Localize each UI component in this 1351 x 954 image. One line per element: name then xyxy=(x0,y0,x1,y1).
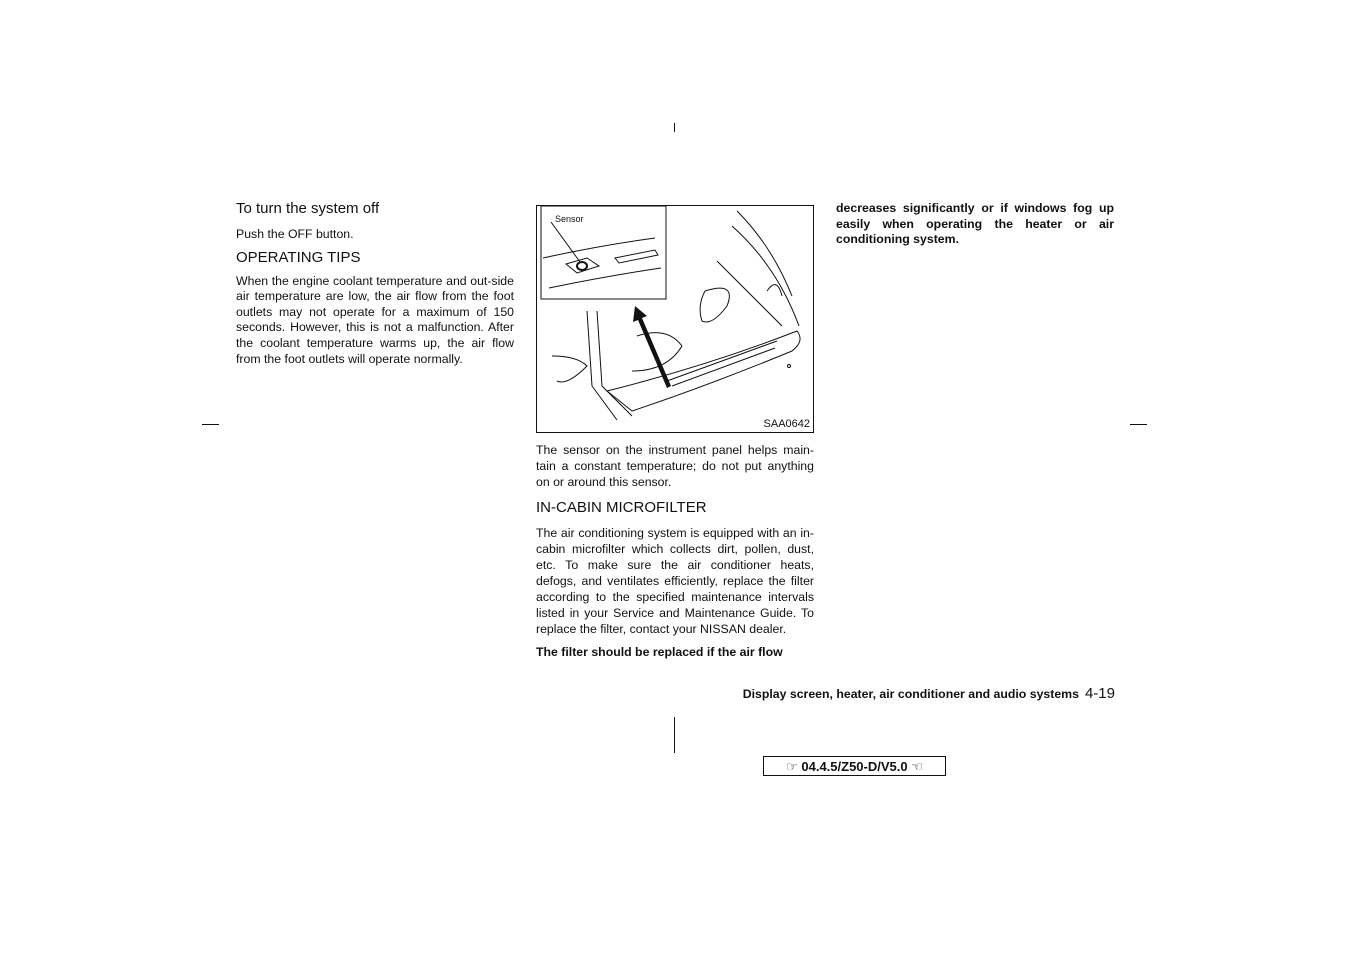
heading-operating-tips: OPERATING TIPS xyxy=(236,248,361,266)
crop-mark-left xyxy=(202,424,219,425)
crop-mark-top xyxy=(674,123,675,132)
left-column xyxy=(236,200,514,367)
pointing-right-icon: ☞ xyxy=(786,759,798,774)
sensor-illustration xyxy=(536,205,814,433)
dashboard-drawing xyxy=(537,206,813,432)
text-sensor: The sensor on the instrument panel helps main-tain a constant temperature; do not put anything on or around this sensor. xyxy=(536,443,814,489)
heading-microfilter: IN-CABIN MICROFILTER xyxy=(536,499,707,516)
middle-column xyxy=(536,442,814,661)
section-title: Display screen, heater, air conditioner and audio systems xyxy=(742,687,1079,701)
text-microfilter: The air conditioning system is equipped with an in-cabin microfilter which collects dirt, pollen, dust, etc. To make sure the air conditioner heats, defogs, and ventilates efficiently, replace the filter according to the specified maintenance intervals listed in your Service and Maintenance Guide. To replace the filter, contact your NISSAN dealer. xyxy=(536,526,814,636)
pointing-left-icon: ☜ xyxy=(911,759,923,774)
sensor-label: Sensor xyxy=(555,214,584,224)
page-footer xyxy=(600,685,1115,702)
heading-turn-off: To turn the system off xyxy=(236,200,380,217)
figure-code: SAA0642 xyxy=(763,418,810,430)
version-code-box xyxy=(763,756,946,776)
text-operating-tips: When the engine coolant temperature and out-side air temperature are low, the air flow from the foot outlets may not operate for a maximum of 150 seconds. However, this is not a malfunction. After the coolant temperature warms up, the air flow from the foot outlets will operate normally. xyxy=(236,273,514,366)
crop-mark-right xyxy=(1130,424,1147,425)
right-column xyxy=(836,201,1114,248)
crop-mark-bottom xyxy=(674,717,675,753)
text-push-off: Push the OFF button. xyxy=(236,227,354,241)
text-filter-warning: The filter should be replaced if the air flow xyxy=(536,645,783,659)
page-number: 4-19 xyxy=(1084,685,1115,702)
text-filter-warning-cont: decreases significantly or if windows fog up easily when operating the heater or air conditioning system. xyxy=(836,201,1114,247)
version-code: 04.4.5/Z50-D/V5.0 xyxy=(801,759,908,774)
